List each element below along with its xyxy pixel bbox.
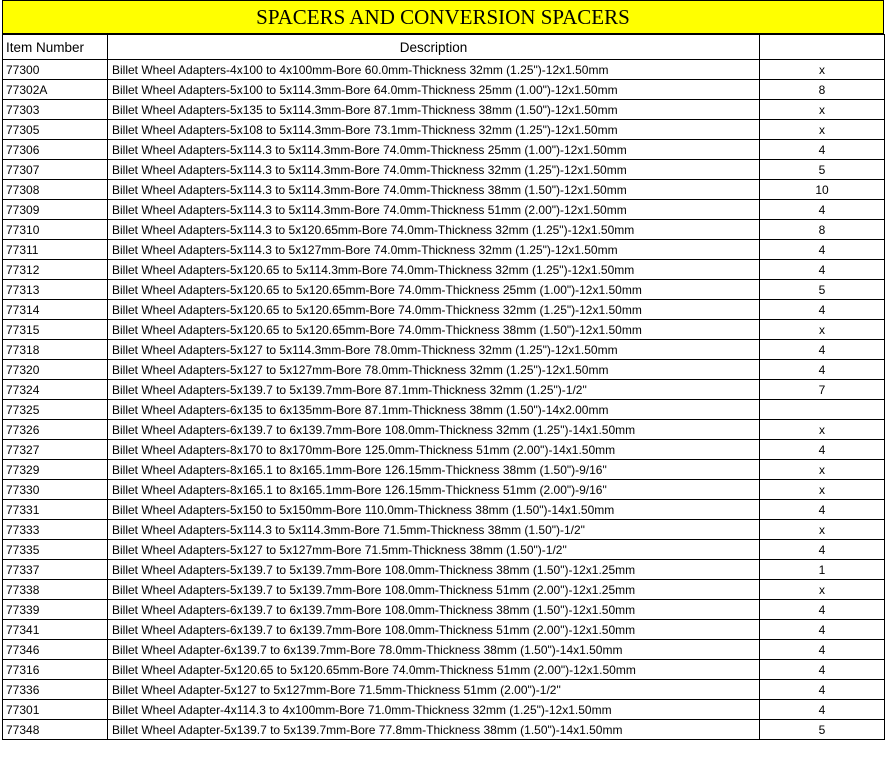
description-cell[interactable]: Billet Wheel Adapters-5x108 to 5x114.3mm-Bore 73.1mm-Thickness 32mm (1.25")-12x1.50mm [108,120,760,140]
description-cell[interactable]: Billet Wheel Adapters-6x139.7 to 6x139.7mm-Bore 108.0mm-Thickness 38mm (1.50")-12x1.50mm [108,600,760,620]
quantity-cell[interactable]: 8 [760,80,885,100]
header-description[interactable]: Description [108,35,760,60]
table-row [3,720,885,740]
description-cell[interactable]: Billet Wheel Adapters-5x114.3 to 5x114.3mm-Bore 71.5mm-Thickness 38mm (1.50")-1/2" [108,520,760,540]
item-number-cell[interactable]: 77305 [3,120,108,140]
quantity-cell[interactable]: 1 [760,560,885,580]
item-number-cell[interactable]: 77327 [3,440,108,460]
table-row [3,200,885,220]
item-number-cell[interactable]: 77348 [3,720,108,740]
table-row [3,440,885,460]
description-cell[interactable]: Billet Wheel Adapters-5x139.7 to 5x139.7mm-Bore 87.1mm-Thickness 32mm (1.25")-1/2" [108,380,760,400]
quantity-cell[interactable]: 5 [760,720,885,740]
table-row [3,220,885,240]
table-row [3,620,885,640]
table-row [3,280,885,300]
header-row [3,35,885,60]
quantity-cell[interactable]: 5 [760,160,885,180]
description-cell[interactable]: Billet Wheel Adapters-5x120.65 to 5x114.3mm-Bore 74.0mm-Thickness 32mm (1.25")-12x1.50mm [108,260,760,280]
item-number-cell[interactable]: 77320 [3,360,108,380]
quantity-cell[interactable]: x [760,460,885,480]
quantity-cell[interactable]: x [760,120,885,140]
table-row [3,460,885,480]
description-cell[interactable]: Billet Wheel Adapters-5x114.3 to 5x114.3mm-Bore 74.0mm-Thickness 25mm (1.00")-12x1.50mm [108,140,760,160]
table-row [3,260,885,280]
quantity-cell[interactable]: 4 [760,200,885,220]
spacers-table [2,34,885,740]
item-number-cell[interactable]: 77308 [3,180,108,200]
table-row [3,480,885,500]
description-cell[interactable]: Billet Wheel Adapter-5x120.65 to 5x120.65mm-Bore 74.0mm-Thickness 51mm (2.00")-12x1.50mm [108,660,760,680]
table-row [3,700,885,720]
table-row [3,140,885,160]
table-row [3,520,885,540]
description-cell[interactable]: Billet Wheel Adapters-5x127 to 5x127mm-Bore 71.5mm-Thickness 38mm (1.50")-1/2" [108,540,760,560]
description-cell[interactable]: Billet Wheel Adapters-6x139.7 to 6x139.7mm-Bore 108.0mm-Thickness 32mm (1.25")-14x1.50mm [108,420,760,440]
item-number-cell[interactable]: 77329 [3,460,108,480]
description-cell[interactable]: Billet Wheel Adapters-6x135 to 6x135mm-Bore 87.1mm-Thickness 38mm (1.50")-14x2.00mm [108,400,760,420]
table-row [3,680,885,700]
description-cell[interactable]: Billet Wheel Adapters-8x170 to 8x170mm-Bore 125.0mm-Thickness 51mm (2.00")-14x1.50mm [108,440,760,460]
quantity-cell[interactable]: 4 [760,640,885,660]
quantity-cell[interactable]: 5 [760,280,885,300]
quantity-cell[interactable]: 4 [760,500,885,520]
item-number-cell[interactable]: 77314 [3,300,108,320]
description-cell[interactable]: Billet Wheel Adapters-5x114.3 to 5x114.3mm-Bore 74.0mm-Thickness 38mm (1.50")-12x1.50mm [108,180,760,200]
item-number-cell[interactable]: 77346 [3,640,108,660]
table-row [3,640,885,660]
item-number-cell[interactable]: 77337 [3,560,108,580]
item-number-cell[interactable]: 77313 [3,280,108,300]
table-row [3,120,885,140]
table-row [3,600,885,620]
item-number-cell[interactable]: 77312 [3,260,108,280]
description-cell[interactable]: Billet Wheel Adapters-5x100 to 5x114.3mm-Bore 64.0mm-Thickness 25mm (1.00")-12x1.50mm [108,80,760,100]
table-row [3,320,885,340]
description-cell[interactable]: Billet Wheel Adapters-8x165.1 to 8x165.1mm-Bore 126.15mm-Thickness 38mm (1.50")-9/16" [108,460,760,480]
item-number-cell[interactable]: 77315 [3,320,108,340]
item-number-cell[interactable]: 77309 [3,200,108,220]
description-cell[interactable]: Billet Wheel Adapters-5x114.3 to 5x114.3mm-Bore 74.0mm-Thickness 32mm (1.25")-12x1.50mm [108,160,760,180]
description-cell[interactable]: Billet Wheel Adapters-5x135 to 5x114.3mm-Bore 87.1mm-Thickness 38mm (1.50")-12x1.50mm [108,100,760,120]
quantity-cell[interactable]: 4 [760,300,885,320]
item-number-cell[interactable]: 77339 [3,600,108,620]
description-cell[interactable]: Billet Wheel Adapter-6x139.7 to 6x139.7mm-Bore 78.0mm-Thickness 38mm (1.50")-14x1.50mm [108,640,760,660]
quantity-cell[interactable]: x [760,60,885,80]
quantity-cell[interactable]: 8 [760,220,885,240]
table-row [3,500,885,520]
item-number-cell[interactable]: 77307 [3,160,108,180]
table-row [3,160,885,180]
item-number-cell[interactable]: 77301 [3,700,108,720]
quantity-cell[interactable]: x [760,320,885,340]
description-cell[interactable]: Billet Wheel Adapters-5x127 to 5x114.3mm-Bore 78.0mm-Thickness 32mm (1.25")-12x1.50mm [108,340,760,360]
description-cell[interactable]: Billet Wheel Adapters-6x139.7 to 6x139.7mm-Bore 108.0mm-Thickness 51mm (2.00")-12x1.50mm [108,620,760,640]
description-cell[interactable]: Billet Wheel Adapters-5x120.65 to 5x120.65mm-Bore 74.0mm-Thickness 25mm (1.00")-12x1.50mm [108,280,760,300]
quantity-cell[interactable]: x [760,420,885,440]
quantity-cell[interactable]: 4 [760,240,885,260]
description-cell[interactable]: Billet Wheel Adapters-5x139.7 to 5x139.7mm-Bore 108.0mm-Thickness 51mm (2.00")-12x1.25mm [108,580,760,600]
quantity-cell[interactable]: 4 [760,540,885,560]
quantity-cell[interactable]: 4 [760,360,885,380]
table-row [3,660,885,680]
table-row [3,420,885,440]
item-number-cell[interactable]: 77336 [3,680,108,700]
table-row [3,180,885,200]
item-number-cell[interactable]: 77302A [3,80,108,100]
description-cell[interactable]: Billet Wheel Adapter-5x127 to 5x127mm-Bore 71.5mm-Thickness 51mm (2.00")-1/2" [108,680,760,700]
table-row [3,560,885,580]
header-item-number[interactable]: Item Number [3,35,108,60]
description-cell[interactable]: Billet Wheel Adapters-5x114.3 to 5x114.3mm-Bore 74.0mm-Thickness 51mm (2.00")-12x1.50mm [108,200,760,220]
table-row [3,340,885,360]
item-number-cell[interactable]: 77310 [3,220,108,240]
quantity-cell[interactable] [760,400,885,420]
description-cell[interactable]: Billet Wheel Adapter-5x139.7 to 5x139.7mm-Bore 77.8mm-Thickness 38mm (1.50")-14x1.50mm [108,720,760,740]
spreadsheet [2,0,884,740]
description-cell[interactable]: Billet Wheel Adapters-5x120.65 to 5x120.65mm-Bore 74.0mm-Thickness 38mm (1.50")-12x1.50mm [108,320,760,340]
quantity-cell[interactable]: 7 [760,380,885,400]
description-cell[interactable]: Billet Wheel Adapters-5x120.65 to 5x120.65mm-Bore 74.0mm-Thickness 32mm (1.25")-12x1.50mm [108,300,760,320]
item-number-cell[interactable]: 77325 [3,400,108,420]
quantity-cell[interactable]: 4 [760,340,885,360]
description-cell[interactable]: Billet Wheel Adapters-5x114.3 to 5x120.65mm-Bore 74.0mm-Thickness 32mm (1.25")-12x1.50mm [108,220,760,240]
table-row [3,540,885,560]
item-number-cell[interactable]: 77341 [3,620,108,640]
quantity-cell[interactable]: 4 [760,700,885,720]
table-row [3,380,885,400]
quantity-cell[interactable]: 4 [760,660,885,680]
table-row [3,400,885,420]
description-cell[interactable]: Billet Wheel Adapters-5x139.7 to 5x139.7mm-Bore 108.0mm-Thickness 38mm (1.50")-12x1.25mm [108,560,760,580]
item-number-cell[interactable]: 77316 [3,660,108,680]
item-number-cell[interactable]: 77330 [3,480,108,500]
item-number-cell[interactable]: 77338 [3,580,108,600]
item-number-cell[interactable]: 77331 [3,500,108,520]
item-number-cell[interactable]: 77333 [3,520,108,540]
quantity-cell[interactable]: x [760,580,885,600]
quantity-cell[interactable]: 4 [760,140,885,160]
description-cell[interactable]: Billet Wheel Adapters-4x100 to 4x100mm-Bore 60.0mm-Thickness 32mm (1.25")-12x1.50mm [108,60,760,80]
item-number-cell[interactable]: 77324 [3,380,108,400]
description-cell[interactable]: Billet Wheel Adapters-5x127 to 5x127mm-Bore 78.0mm-Thickness 32mm (1.25")-12x1.50mm [108,360,760,380]
table-row [3,100,885,120]
description-cell[interactable]: Billet Wheel Adapters-5x150 to 5x150mm-Bore 110.0mm-Thickness 38mm (1.50")-14x1.50mm [108,500,760,520]
quantity-cell[interactable]: x [760,480,885,500]
table-row [3,360,885,380]
quantity-cell[interactable]: x [760,520,885,540]
quantity-cell[interactable]: 4 [760,680,885,700]
description-cell[interactable]: Billet Wheel Adapters-8x165.1 to 8x165.1mm-Bore 126.15mm-Thickness 51mm (2.00")-9/16" [108,480,760,500]
sheet-title: SPACERS AND CONVERSION SPACERS [2,0,884,34]
quantity-cell[interactable]: 10 [760,180,885,200]
item-number-cell[interactable]: 77303 [3,100,108,120]
quantity-cell[interactable]: 4 [760,440,885,460]
item-number-cell[interactable]: 77335 [3,540,108,560]
header-quantity[interactable] [760,35,885,60]
item-number-cell[interactable]: 77311 [3,240,108,260]
item-number-cell[interactable]: 77306 [3,140,108,160]
item-number-cell[interactable]: 77318 [3,340,108,360]
table-row [3,240,885,260]
table-row [3,60,885,80]
quantity-cell[interactable]: x [760,100,885,120]
table-row [3,80,885,100]
description-cell[interactable]: Billet Wheel Adapters-5x114.3 to 5x127mm-Bore 74.0mm-Thickness 32mm (1.25")-12x1.50mm [108,240,760,260]
quantity-cell[interactable]: 4 [760,600,885,620]
table-row [3,300,885,320]
description-cell[interactable]: Billet Wheel Adapter-4x114.3 to 4x100mm-Bore 71.0mm-Thickness 32mm (1.25")-12x1.50mm [108,700,760,720]
quantity-cell[interactable]: 4 [760,620,885,640]
table-row [3,580,885,600]
item-number-cell[interactable]: 77300 [3,60,108,80]
quantity-cell[interactable]: 4 [760,260,885,280]
item-number-cell[interactable]: 77326 [3,420,108,440]
